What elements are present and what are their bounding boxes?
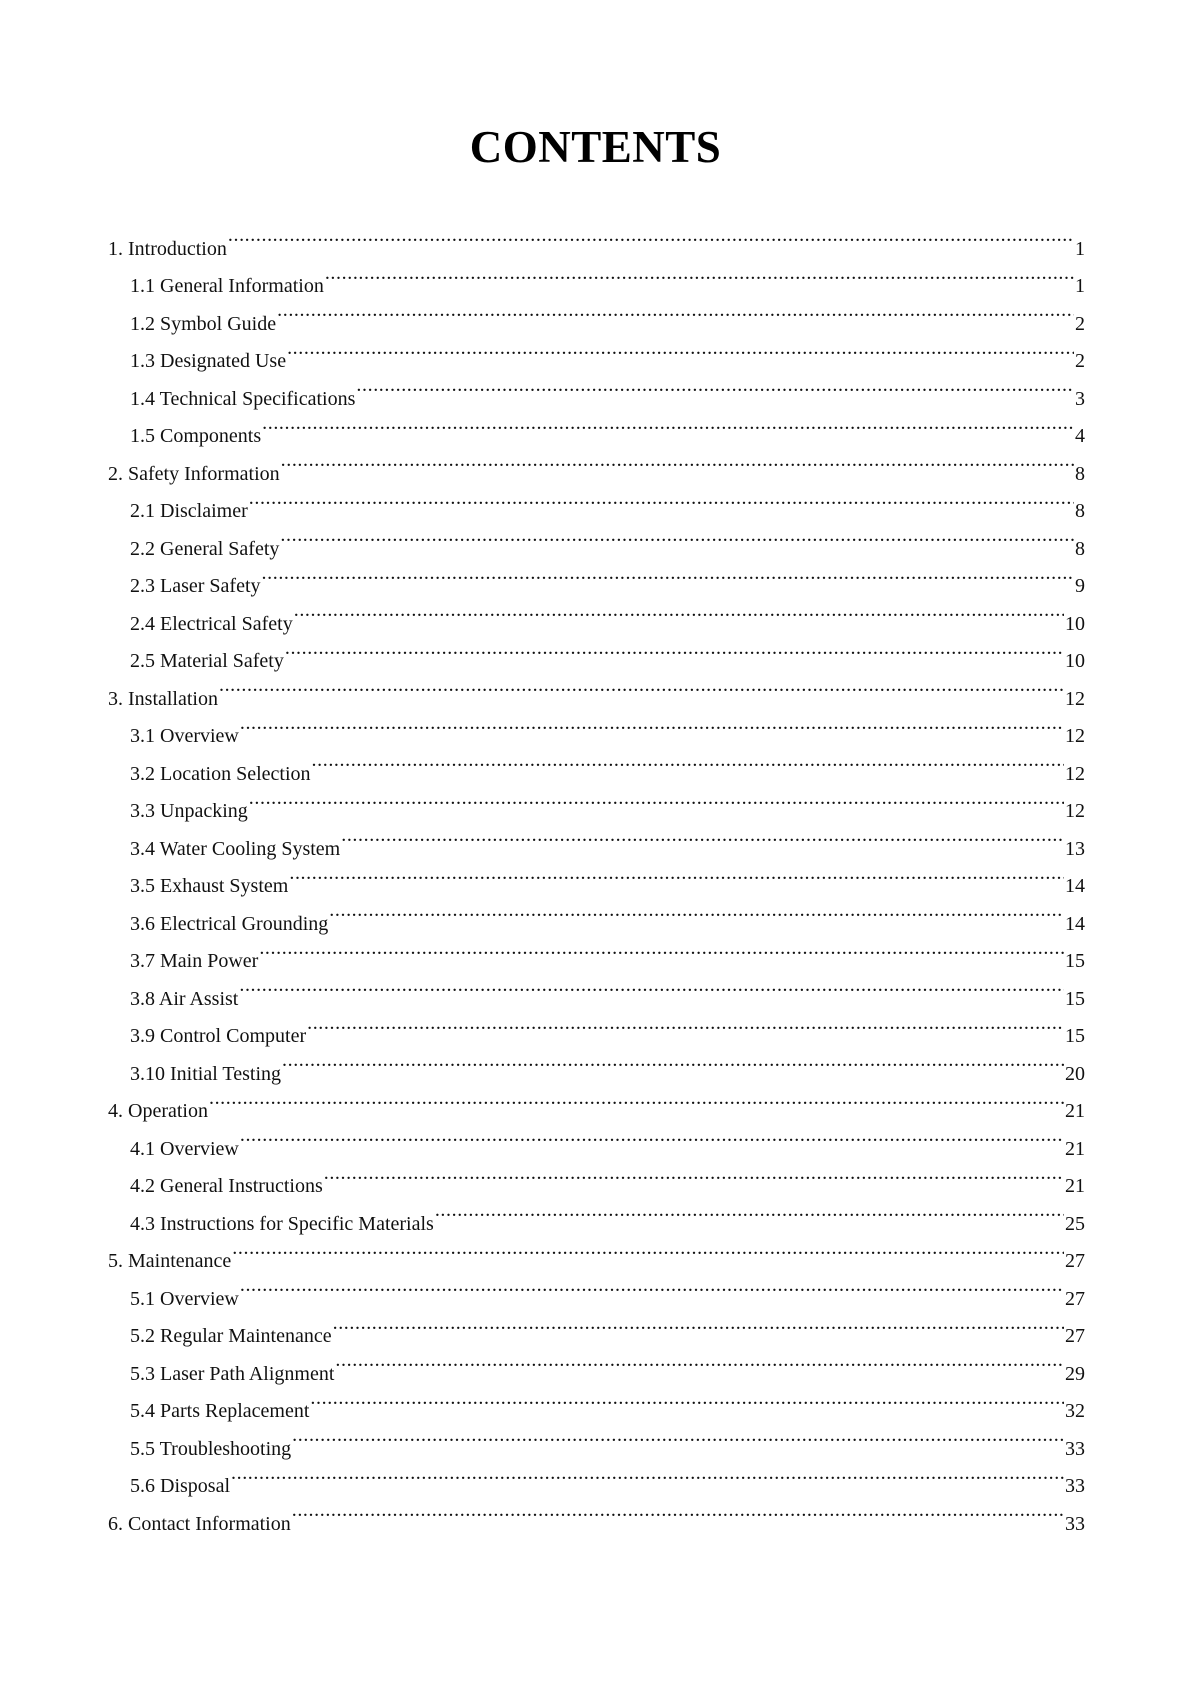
- toc-dot-leader: [289, 855, 1064, 893]
- toc-dot-leader: [287, 330, 1074, 368]
- toc-entry-label: 2.1 Disclaimer: [130, 500, 248, 522]
- toc-dot-leader: [259, 930, 1064, 968]
- toc-page-number: 12: [1065, 687, 1085, 710]
- toc-page-number: 33: [1065, 1437, 1085, 1460]
- toc-page-number: 21: [1065, 1137, 1085, 1160]
- table-of-contents: [108, 217, 1085, 1535]
- toc-page-number: 8: [1075, 537, 1085, 560]
- toc-dot-leader: [277, 292, 1074, 330]
- toc-entry-label: 3.1 Overview: [130, 725, 239, 747]
- toc-subsection-entry[interactable]: [108, 1155, 1085, 1197]
- toc-dot-leader: [324, 1155, 1064, 1193]
- toc-page-number: 27: [1065, 1325, 1085, 1347]
- toc-section-entry[interactable]: [108, 1080, 1085, 1122]
- toc-entry-label: 5.1 Overview: [130, 1287, 239, 1310]
- toc-entry-label: 1.5 Components: [130, 425, 262, 447]
- toc-entry-label: 3.7 Main Power: [130, 950, 259, 972]
- toc-dot-leader: [307, 1005, 1064, 1043]
- toc-entry-label: 1.2 Symbol Guide: [130, 312, 277, 335]
- toc-dot-leader: [282, 1042, 1064, 1080]
- toc-subsection-entry[interactable]: [108, 742, 1085, 785]
- toc-dot-leader: [262, 555, 1074, 593]
- toc-dot-leader: [262, 405, 1074, 443]
- toc-page-number: 33: [1065, 1512, 1085, 1535]
- toc-page-number: 12: [1065, 725, 1085, 747]
- toc-entry-label: 3. Installation: [108, 687, 218, 710]
- toc-page-number: 4: [1075, 425, 1085, 447]
- toc-page-number: 8: [1075, 462, 1085, 485]
- toc-section-entry[interactable]: [108, 1230, 1085, 1272]
- toc-entry-label: 2.4 Electrical Safety: [130, 612, 293, 635]
- toc-page-number: 21: [1065, 1100, 1085, 1122]
- toc-entry-label: 2.2 General Safety: [130, 537, 280, 560]
- toc-dot-leader: [209, 1080, 1064, 1118]
- toc-subsection-entry[interactable]: [108, 517, 1085, 560]
- toc-entry-label: 3.2 Location Selection: [130, 762, 311, 785]
- toc-entry-label: 3.6 Electrical Grounding: [130, 912, 329, 935]
- toc-page-number: 10: [1065, 612, 1085, 635]
- toc-subsection-entry[interactable]: [108, 1267, 1085, 1310]
- toc-subsection-entry[interactable]: [108, 480, 1085, 522]
- toc-dot-leader: [329, 892, 1064, 930]
- toc-page-number: 32: [1065, 1400, 1085, 1422]
- toc-page-number: 21: [1065, 1175, 1085, 1197]
- toc-page-number: 13: [1065, 837, 1085, 860]
- toc-dot-leader: [280, 517, 1074, 555]
- toc-dot-leader: [285, 630, 1064, 668]
- toc-dot-leader: [240, 1117, 1064, 1155]
- toc-page-number: 1: [1075, 275, 1085, 297]
- toc-dot-leader: [333, 1305, 1064, 1343]
- toc-entry-label: 3.10 Initial Testing: [130, 1062, 281, 1085]
- toc-entry-label: 3.4 Water Cooling System: [130, 837, 341, 860]
- toc-subsection-entry[interactable]: [108, 1117, 1085, 1160]
- toc-subsection-entry[interactable]: [108, 817, 1085, 860]
- toc-entry-label: 4.2 General Instructions: [130, 1175, 323, 1197]
- toc-entry-label: 5.4 Parts Replacement: [130, 1400, 310, 1422]
- toc-entry-label: 2. Safety Information: [108, 462, 280, 485]
- toc-dot-leader: [219, 667, 1064, 705]
- toc-subsection-entry[interactable]: [108, 1455, 1085, 1497]
- toc-entry-label: 1.1 General Information: [130, 275, 324, 297]
- toc-page-number: 3: [1075, 387, 1085, 410]
- page-title: CONTENTS: [469, 122, 722, 173]
- toc-entry-label: 5.2 Regular Maintenance: [130, 1325, 332, 1347]
- toc-page-number: 2: [1075, 312, 1085, 335]
- toc-entry-label: 5.6 Disposal: [130, 1475, 230, 1497]
- toc-subsection-entry[interactable]: [108, 1005, 1085, 1047]
- toc-page-number: 15: [1065, 950, 1085, 972]
- toc-entry-label: 3.3 Unpacking: [130, 800, 248, 822]
- toc-page-number: 15: [1065, 1025, 1085, 1047]
- toc-page-number: 9: [1075, 575, 1085, 597]
- toc-page-number: 1: [1075, 237, 1085, 260]
- toc-entry-label: 2.3 Laser Safety: [130, 575, 261, 597]
- toc-page-number: 25: [1065, 1212, 1085, 1235]
- toc-entry-label: 5.3 Laser Path Alignment: [130, 1362, 335, 1385]
- toc-page-number: 2: [1075, 350, 1085, 372]
- toc-dot-leader: [310, 1380, 1064, 1418]
- toc-entry-label: 3.5 Exhaust System: [130, 875, 289, 897]
- toc-page-number: 29: [1065, 1362, 1085, 1385]
- toc-section-entry[interactable]: [108, 217, 1085, 260]
- toc-entry-label: 5. Maintenance: [108, 1250, 232, 1272]
- toc-dot-leader: [249, 780, 1064, 818]
- toc-subsection-entry[interactable]: [108, 255, 1085, 297]
- toc-entry-label: 4.1 Overview: [130, 1137, 239, 1160]
- toc-entry-label: 4.3 Instructions for Specific Materials: [130, 1212, 434, 1235]
- toc-page-number: 20: [1065, 1062, 1085, 1085]
- toc-page-number: 10: [1065, 650, 1085, 672]
- toc-page-number: 15: [1065, 987, 1085, 1010]
- toc-page-number: 27: [1065, 1287, 1085, 1310]
- toc-dot-leader: [281, 442, 1074, 480]
- toc-dot-leader: [356, 367, 1074, 405]
- toc-dot-leader: [294, 592, 1064, 630]
- toc-entry-label: 1.4 Technical Specifications: [130, 387, 356, 410]
- toc-subsection-entry[interactable]: [108, 967, 1085, 1010]
- toc-dot-leader: [312, 742, 1064, 780]
- toc-entry-label: 5.5 Troubleshooting: [130, 1437, 292, 1460]
- toc-dot-leader: [231, 1455, 1064, 1493]
- toc-dot-leader: [240, 705, 1064, 743]
- toc-entry-label: 1.3 Designated Use: [130, 350, 287, 372]
- toc-dot-leader: [249, 480, 1074, 518]
- toc-dot-leader: [341, 817, 1064, 855]
- toc-dot-leader: [239, 967, 1064, 1005]
- toc-page-number: 8: [1075, 500, 1085, 522]
- toc-section-entry[interactable]: [108, 1492, 1085, 1535]
- toc-entry-label: 1. Introduction: [108, 237, 227, 260]
- toc-page-number: 14: [1065, 875, 1085, 897]
- toc-entry-label: 3.9 Control Computer: [130, 1025, 307, 1047]
- toc-subsection-entry[interactable]: [108, 1305, 1085, 1347]
- toc-subsection-entry[interactable]: [108, 780, 1085, 822]
- toc-entry-label: 2.5 Material Safety: [130, 650, 284, 672]
- toc-section-entry[interactable]: [108, 667, 1085, 710]
- toc-dot-leader: [232, 1230, 1064, 1268]
- toc-entry-label: 3.8 Air Assist: [130, 987, 239, 1010]
- toc-subsection-entry[interactable]: [108, 705, 1085, 747]
- toc-dot-leader: [292, 1492, 1064, 1530]
- toc-dot-leader: [335, 1342, 1064, 1380]
- toc-dot-leader: [292, 1417, 1064, 1455]
- toc-dot-leader: [240, 1267, 1064, 1305]
- toc-page-number: 33: [1065, 1475, 1085, 1497]
- toc-dot-leader: [435, 1192, 1064, 1230]
- toc-entry-label: 4. Operation: [108, 1100, 208, 1122]
- toc-page-number: 27: [1065, 1250, 1085, 1272]
- toc-dot-leader: [325, 255, 1074, 293]
- toc-page-number: 12: [1065, 800, 1085, 822]
- toc-entry-label: 6. Contact Information: [108, 1512, 291, 1535]
- toc-dot-leader: [228, 217, 1074, 255]
- toc-page-number: 12: [1065, 762, 1085, 785]
- toc-page-number: 14: [1065, 912, 1085, 935]
